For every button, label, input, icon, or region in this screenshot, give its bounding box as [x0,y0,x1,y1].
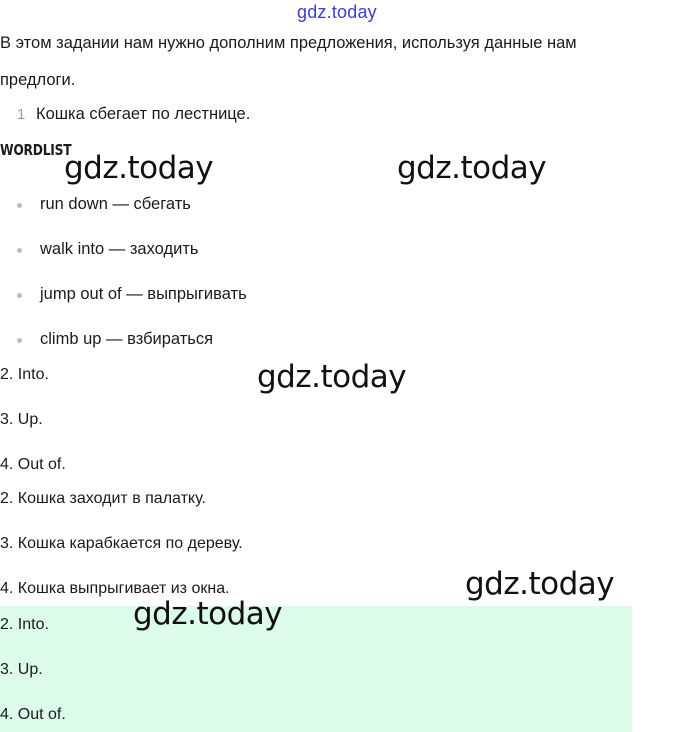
intro-line-2: предлоги. [0,71,76,89]
wordlist-item: run down — сбегать [40,195,191,213]
highlight-answer-line: 4. Out of. [0,706,66,723]
answer-line: 2. Into. [0,366,49,383]
sentence-line: 2. Кошка заходит в палатку. [0,490,206,507]
list-item-text: Кошка сбегает по лестнице. [36,105,251,123]
list-item-number: 1 [17,106,26,123]
intro-line-1: В этом задании нам нужно дополним предложения, используя данные нам [0,34,577,52]
wordlist-item: walk into — заходить [40,240,199,258]
sentence-line: 4. Кошка выпрыгивает из окна. [0,580,230,597]
wordlist-item: jump out of — выпрыгивать [40,285,247,303]
highlight-answer-line: 3. Up. [0,661,43,678]
answer-line: 4. Out of. [0,456,66,473]
watermark: gdz.today [397,150,547,186]
watermark: gdz.today [257,359,407,395]
bullet-icon [17,293,22,298]
bullet-icon [17,248,22,253]
watermark: gdz.today [465,566,615,602]
highlight-answer-line: 2. Into. [0,616,49,633]
bullet-icon [17,203,22,208]
watermark: gdz.today [133,596,283,632]
wordlist-heading: WORDLIST [0,141,72,159]
wordlist-item: climb up — взбираться [40,330,214,348]
highlighted-answer-block [0,606,632,732]
bullet-icon [17,338,22,343]
site-logo[interactable]: gdz.today [297,2,377,22]
watermark: gdz.today [64,150,214,186]
answer-line: 3. Up. [0,411,43,428]
sentence-line: 3. Кошка карабкается по дереву. [0,535,243,552]
